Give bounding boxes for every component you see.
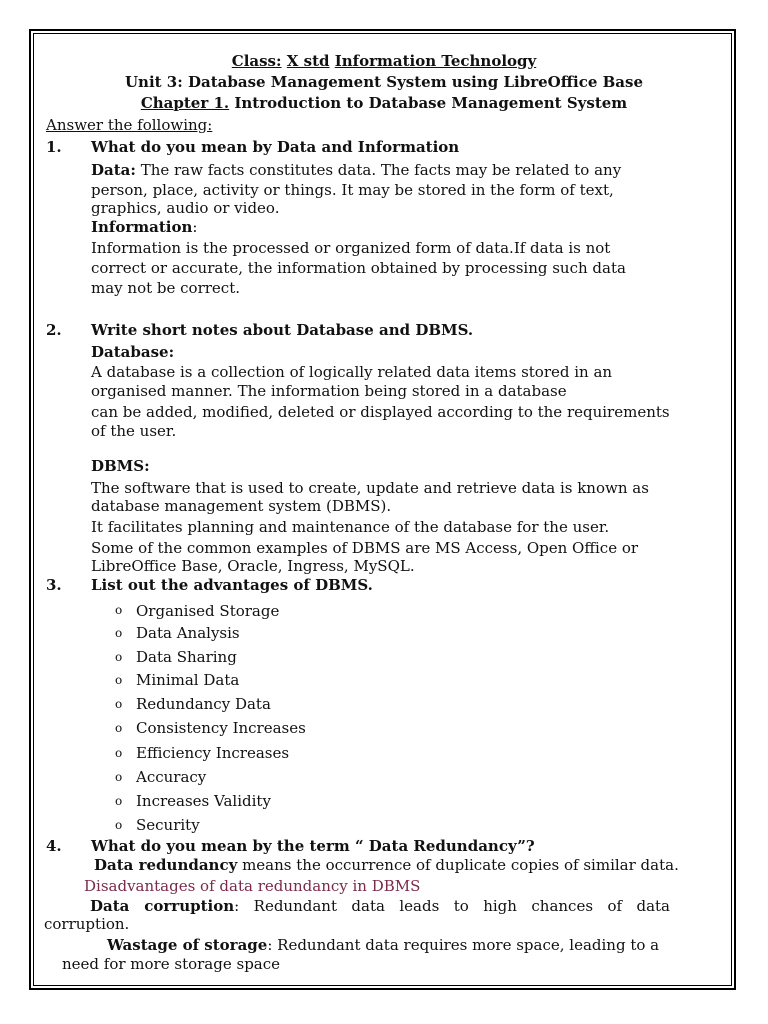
list-bullet: o [115, 650, 123, 664]
list-bullet: o [115, 697, 123, 711]
q1-info-line2: correct or accurate, the information obtained by processing such data [91, 259, 626, 277]
q2-database-label: Database: [91, 343, 175, 361]
q2-dbms-line1: The software that is used to create, update and retrieve data is known as [91, 479, 649, 497]
list-bullet: o [115, 794, 123, 808]
list-item: Data Sharing [136, 648, 237, 666]
corruption-line2: corruption. [44, 915, 130, 933]
list-bullet: o [115, 818, 123, 832]
q1-info-line3: may not be correct. [91, 279, 240, 297]
q1-data-line3: graphics, audio or video. [91, 199, 280, 217]
q1-info-line1: Information is the processed or organized form of data.If data is not [91, 239, 611, 257]
q1-data-line2: person, place, activity or things. It may be stored in the form of text, [91, 181, 614, 199]
q2-number: 2. [46, 321, 62, 339]
class-title: Class: X std Information Technology [231, 52, 537, 70]
list-item: Data Analysis [136, 624, 240, 642]
list-item: Minimal Data [136, 671, 240, 689]
q4-question: What do you mean by the term “ Data Redundancy”? [91, 837, 535, 855]
q3-number: 3. [46, 576, 62, 594]
q2-db-line2: organised manner. The information being stored in a database [91, 382, 567, 400]
list-item: Efficiency Increases [136, 744, 290, 762]
instruction: Answer the following: [46, 116, 213, 134]
q1-info-label: Information: [91, 218, 198, 236]
wastage-line1: Wastage of storage: Redundant data requires more space, leading to a [107, 936, 660, 954]
list-bullet: o [115, 746, 123, 760]
q3-question: List out the advantages of DBMS. [91, 576, 373, 594]
q2-dbms-line2: database management system (DBMS). [91, 497, 392, 515]
q4-number: 4. [46, 837, 62, 855]
list-bullet: o [115, 721, 123, 735]
q4-definition: Data redundancy means the occurrence of duplicate copies of similar data. [94, 856, 679, 874]
q2-db-line3: can be added, modified, deleted or displayed according to the requirements [91, 403, 670, 421]
corruption-line1: Data corruption: Redundant data leads to high chances of data [90, 897, 670, 915]
list-bullet: o [115, 673, 123, 687]
list-item: Redundancy Data [136, 695, 271, 713]
q2-dbms-line3: It facilitates planning and maintenance of the database for the user. [91, 518, 610, 536]
q2-db-line4: of the user. [91, 422, 177, 440]
unit-title: Unit 3: Database Management System using LibreOffice Base [124, 73, 644, 91]
q2-dbms-line4: Some of the common examples of DBMS are MS Access, Open Office or [91, 539, 639, 557]
q1-data-line1: Data: The raw facts constitutes data. The facts may be related to any [91, 161, 622, 179]
list-bullet: o [115, 603, 123, 617]
list-bullet: o [115, 626, 123, 640]
q2-question: Write short notes about Database and DBMS. [91, 321, 474, 339]
list-bullet: o [115, 770, 123, 784]
list-item: Security [136, 816, 200, 834]
list-item: Organised Storage [136, 602, 280, 620]
q2-dbms-label: DBMS: [91, 457, 150, 475]
list-item: Consistency Increases [136, 719, 306, 737]
chapter-title: Chapter 1. Introduction to Database Management System [140, 94, 628, 112]
q1-number: 1. [46, 138, 62, 156]
q2-dbms-line5: LibreOffice Base, Oracle, Ingress, MySQL. [91, 557, 415, 575]
disadvantages-heading: Disadvantages of data redundancy in DBMS [84, 877, 421, 895]
q1-question: What do you mean by Data and Information [91, 138, 460, 156]
wastage-line2: need for more storage space [62, 955, 281, 973]
list-item: Increases Validity [136, 792, 271, 810]
q2-db-line1: A database is a collection of logically related data items stored in an [91, 363, 613, 381]
list-item: Accuracy [136, 768, 207, 786]
